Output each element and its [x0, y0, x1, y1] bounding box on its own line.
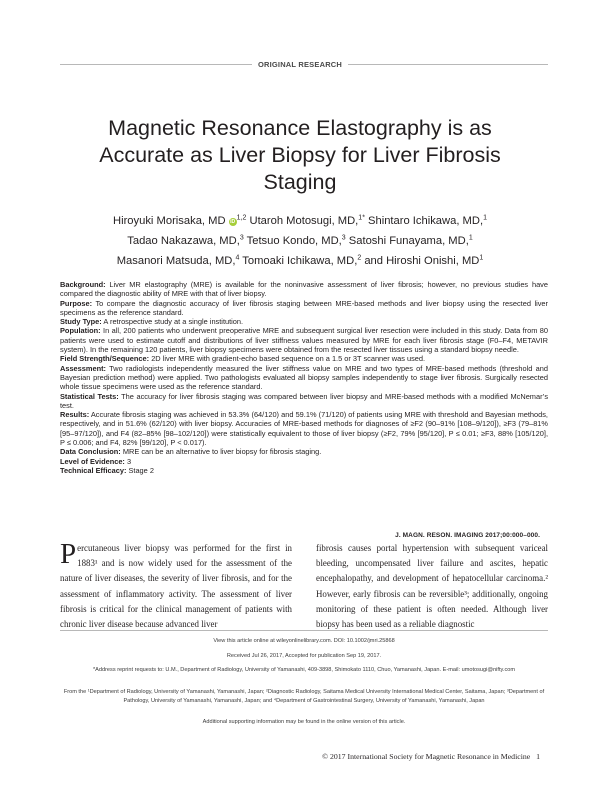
- abstract-text: Liver MR elastography (MRE) is available for the noninvasive assessment of liver fibrosis; however, no previous studies have compared the diagnostic ability of MRE with that of liver biopsy.: [60, 280, 548, 299]
- article-title: [40, 115, 560, 196]
- abstract-study-type: [60, 317, 548, 326]
- abstract-stats: [60, 392, 548, 411]
- author-line: [40, 211, 560, 231]
- body-paragraph: [60, 538, 292, 632]
- author-affiliation: 1*: [358, 214, 365, 222]
- abstract-text: To compare the diagnostic accuracy of liver fibrosis staging between MRE-based methods and liver biopsy using the resected liver specimens as the reference standard.: [60, 298, 549, 317]
- page-number: 1: [536, 752, 540, 761]
- body-left-column: [60, 538, 292, 632]
- abstract-label: Results:: [60, 410, 90, 420]
- abstract-label: Technical Efficacy:: [60, 465, 127, 475]
- abstract-text: A retrospective study at a single institution.: [103, 317, 244, 327]
- abstract-label: Data Conclusion:: [60, 447, 121, 457]
- section-label-text: ORIGINAL RESEARCH: [252, 60, 348, 69]
- received-line: Received Jul 26, 2017, Accepted for publication Sep 19, 2017.: [226, 653, 382, 659]
- author-name: Tetsuo Kondo, MD,: [246, 235, 342, 247]
- drop-cap: P: [60, 538, 77, 570]
- orcid-icon[interactable]: iD: [230, 219, 236, 225]
- body-text: ercutaneous liver biopsy was performed for the first in 1883¹ and is now widely used for the assessment of the nature of liver diseases, the severity of liver fibrosis, and for the assessment of inflammatory activity. The assessment of liver fibrosis is critical for the clinical management of patients with chronic liver disease because advanced liver: [60, 543, 292, 630]
- author-affiliation: 1: [479, 254, 484, 262]
- author-list: [40, 211, 560, 271]
- abstract-label: Level of Evidence:: [60, 456, 125, 466]
- abstract-label: Population:: [60, 326, 101, 336]
- author-line: [40, 231, 560, 251]
- body-text: fibrosis causes portal hypertension with subsequent variceal bleeding, uncompensated liver failure and ascites, hepatic encephalopathy, and development of hepatocellular carcinoma.² However, early fibrosis can be reversible³; additionally, ongoing monitoring of these patient is often needed. Although liver biopsy has been used as a reliable diagnostic: [316, 543, 548, 630]
- abstract-efficacy: [60, 466, 548, 475]
- copyright-text: © 2017 International Society for Magnetic Resonance in Medicine: [322, 752, 531, 761]
- abstract-text: 2D liver MRE with gradient-echo based sequence on a 1.5 or 3T scanner was used.: [151, 354, 426, 364]
- abstract-text: 3: [126, 456, 132, 466]
- author-name: Tomoaki Ichikawa, MD,: [242, 255, 358, 267]
- author-affiliation: 3: [341, 234, 346, 242]
- author-name: Tadao Nakazawa, MD,: [127, 235, 240, 247]
- author-name: Shintaro Ichikawa, MD,: [368, 215, 484, 227]
- abstract-label: Study Type:: [60, 317, 102, 327]
- copyright-line: [322, 752, 540, 761]
- footer-rule: [60, 630, 548, 631]
- abstract-label: Field Strength/Sequence:: [60, 354, 150, 364]
- abstract-purpose: [60, 299, 548, 318]
- author-affiliation: 2: [357, 254, 362, 262]
- abstract-text: Stage 2: [128, 465, 154, 475]
- supporting-info-line: Additional supporting information may be found in the online version of this article.: [202, 719, 406, 725]
- abstract: [60, 280, 548, 475]
- journal-citation: J. MAGN. RESON. IMAGING 2017;00:000–000.: [395, 532, 540, 539]
- abstract-population: [60, 326, 548, 354]
- author-affiliation: 1: [483, 214, 487, 222]
- author-line: [40, 251, 560, 271]
- abstract-label: Assessment:: [60, 363, 107, 373]
- abstract-text: The accuracy for liver fibrosis staging was compared between liver biopsy and MRE-based methods with a modified McNemar’s test.: [60, 391, 549, 410]
- author-name: Masanori Matsuda, MD,: [116, 255, 236, 267]
- abstract-background: [60, 280, 548, 299]
- abstract-label: Statistical Tests:: [60, 391, 119, 401]
- author-name: Utaroh Motosugi, MD,: [249, 215, 359, 227]
- title-line: Magnetic Resonance Elastography is as: [108, 116, 492, 140]
- author-affiliation: 1,2: [236, 214, 247, 222]
- author-affiliation: 1: [468, 234, 473, 242]
- abstract-conclusion: [60, 447, 548, 456]
- abstract-text: MRE can be an alternative to liver biopsy for fibrosis staging.: [122, 447, 322, 457]
- abstract-text: Two radiologists independently measured the liver stiffness value on MRE and two types of MRE-based methods (threshold and Bayesian prediction method) were applied. Two pathologists evaluated all biopsy samples independently to stage liver fibrosis. Surgically resected whole tissue specimens were used as the reference standard.: [60, 363, 549, 392]
- abstract-text: In all, 200 patients who underwent preoperative MRE and subsequent surgical liver resection were included in this study. Data from 80 patients were used to estimate cutoff and distributions of liver stiffness values measured by MRE for each liver fibrosis stage (F0–F4, METAVIR system). In the remaining 120 patients, liver biopsy specimens were obtained from the resected liver tissues using a standard biopsy needle.: [60, 326, 548, 355]
- author-affiliation: 3: [239, 234, 244, 242]
- author-name: and Hiroshi Onishi, MD: [364, 255, 480, 267]
- author-name: Hiroyuki Morisaka, MD: [113, 215, 226, 227]
- abstract-assessment: [60, 364, 548, 392]
- abstract-field: [60, 354, 548, 363]
- reprint-line: *Address reprint requests to: U.M., Department of Radiology, University of Yamanashi, 409-3898, Shimokato 1110, Chuo, Yamanashi, Japan. E-mail: umotosugi@nifty.com: [92, 667, 516, 673]
- abstract-results: [60, 410, 548, 447]
- body-right-column: [316, 541, 548, 632]
- abstract-label: Purpose:: [60, 298, 93, 308]
- author-affiliation: 4: [235, 254, 240, 262]
- doi-line[interactable]: View this article online at wileyonlinelibrary.com. DOI: 10.1002/jmri.25868: [213, 638, 395, 644]
- affiliations-line: From the ¹Department of Radiology, University of Yamanashi, Yamanashi, Japan; ²Diagnostic Radiology, Saitama Medical University International Medical Center, Saitama, Japan; ³Department of Pathology, University of Yamanashi, Yamanashi, Japan; and ⁴Department of Gastrointestinal Surgery, University of Yamanashi, Yamanashi, Japan: [63, 689, 545, 704]
- section-label: [0, 60, 600, 69]
- body-paragraph: [316, 541, 548, 632]
- author-name: Satoshi Funayama, MD,: [348, 235, 469, 247]
- abstract-text: Accurate fibrosis staging was achieved in 53.3% (64/120) and 59.1% (71/120) of patients using MRE with threshold and Bayesian methods, respectively, and in 51.6% (62/120) with liver biopsy. Accuracies of MRE-based methods for diagnoses of ≥F2 (90–91% [108–9/120]), ≥F3 (79–81% [95–97/120]), and F4 (82–85% [98–102/120]) were statistically equivalent to those of liver biopsy (≥F2, 79% [95/120], P ≤ 0.01; ≥F3, 88% [105/120], P ≤ 0.006; and F4, 82% [99/120], P < 0.017).: [60, 410, 548, 448]
- abstract-label: Background:: [60, 280, 106, 289]
- title-line: Accurate as Liver Biopsy for Liver Fibrosis: [99, 143, 501, 167]
- title-line: Staging: [263, 170, 337, 194]
- abstract-level: [60, 457, 548, 466]
